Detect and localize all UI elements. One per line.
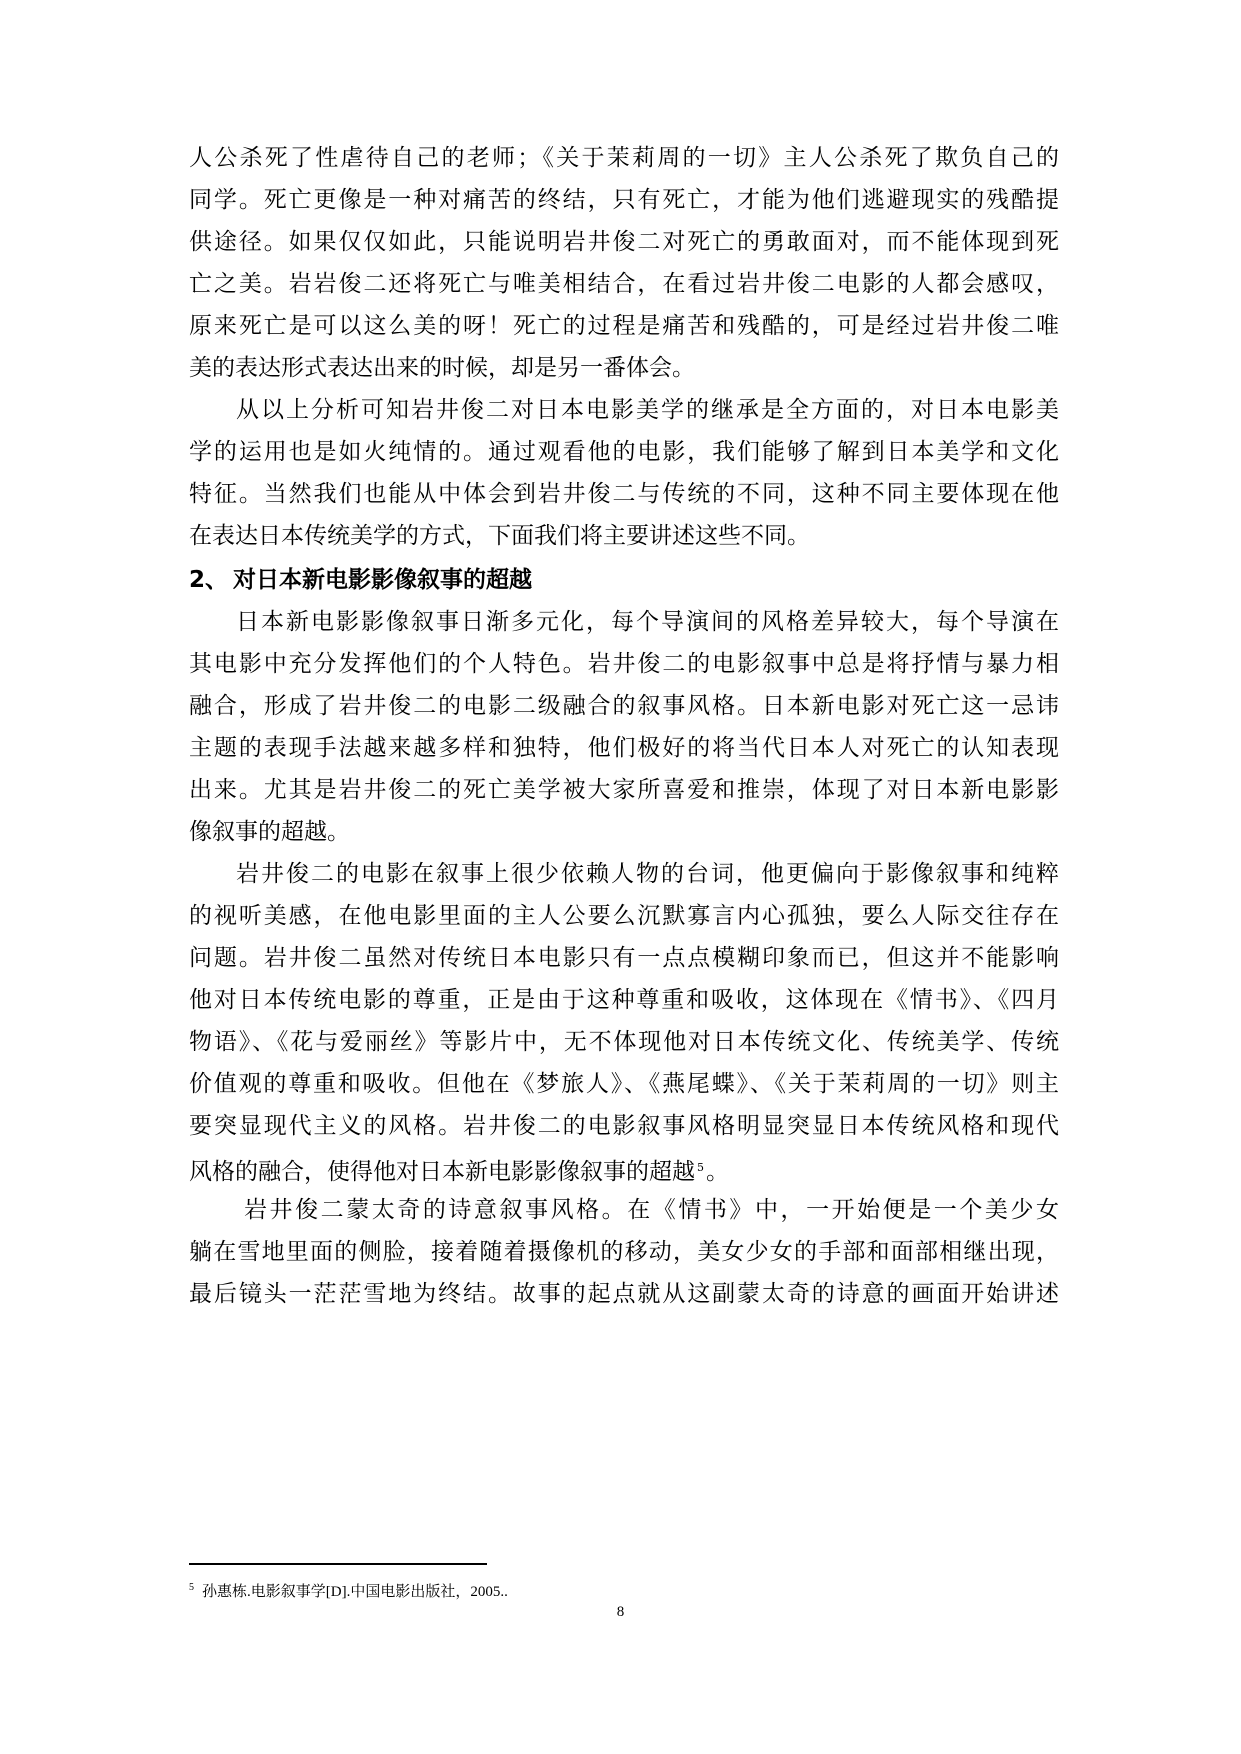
section-line: 物语》、《花与爱丽丝》等影片中，无不体现他对日本传统文化、传统美学、传统 — [189, 1029, 1059, 1055]
section-line: 的视听美感，在他电影里面的主人公要么沉默寡言内心孤独，要么人际交往存在 — [189, 903, 1059, 929]
section-line: 躺在雪地里面的侧脸，接着随着摄像机的移动，美女少女的手部和面部相继出现， — [189, 1239, 1059, 1265]
body-line: 特征。当然我们也能从中体会到岩井俊二与传统的不同，这种不同主要体现在他 — [189, 481, 1059, 507]
body-line: 原来死亡是可以这么美的呀！死亡的过程是痛苦和残酷的，可是经过岩井俊二唯 — [189, 313, 1059, 339]
section-line: 岩井俊二的电影在叙事上很少依赖人物的台词，他更偏向于影像叙事和纯粹 — [236, 861, 1059, 887]
body-line: 从以上分析可知岩井俊二对日本电影美学的继承是全方面的，对日本电影美 — [236, 397, 1059, 423]
section-line: 要突显现代主义的风格。岩井俊二的电影叙事风格明显突显日本传统风格和现代 — [189, 1113, 1059, 1139]
section-line: 像叙事的超越。 — [189, 819, 350, 845]
section-line: 问题。岩井俊二虽然对传统日本电影只有一点点模糊印象而已，但这并不能影响 — [189, 945, 1059, 971]
section-line: 日本新电影影像叙事日渐多元化，每个导演间的风格差异较大，每个导演在 — [236, 609, 1059, 635]
section-line-tail: 。 — [706, 1159, 729, 1185]
section-line: 最后镜头一茫茫雪地为终结。故事的起点就从这副蒙太奇的诗意的画面开始讲述 — [189, 1281, 1059, 1307]
page-number: 8 — [616, 1604, 625, 1620]
body-line: 美的表达形式表达出来的时候，却是另一番体会。 — [189, 355, 695, 381]
footnote-marker: 5 — [189, 1582, 194, 1593]
footnote-divider — [189, 1563, 487, 1565]
section-line: 价值观的尊重和吸收。但他在《梦旅人》、《燕尾蝶》、《关于茉莉周的一切》则主 — [189, 1071, 1059, 1097]
body-line: 在表达日本传统美学的方式，下面我们将主要讲述这些不同。 — [189, 523, 810, 549]
footnote — [189, 1578, 508, 1602]
footnote-reference[interactable]: 5 — [697, 1161, 704, 1174]
section-line — [189, 1150, 1059, 1186]
body-line: 学的运用也是如火纯情的。通过观看他的电影，我们能够了解到日本美学和文化 — [189, 439, 1059, 465]
footnote-text: 孙惠栋.电影叙事学[D].中国电影出版社，2005.. — [202, 1584, 508, 1600]
section-line-text: 风格的融合，使得他对日本新电影影像叙事的超越 — [189, 1159, 695, 1185]
section-line: 岩井俊二蒙太奇的诗意叙事风格。在《情书》中，一开始便是一个美少女 — [244, 1197, 1059, 1223]
section-line: 其电影中充分发挥他们的个人特色。岩井俊二的电影叙事中总是将抒情与暴力相 — [189, 651, 1059, 677]
section-line: 主题的表现手法越来越多样和独特，他们极好的将当代日本人对死亡的认知表现 — [189, 735, 1059, 761]
section-line: 出来。尤其是岩井俊二的死亡美学被大家所喜爱和推崇，体现了对日本新电影影 — [189, 777, 1059, 803]
section-heading-number: 2、 — [189, 567, 229, 593]
section-line: 他对日本传统电影的尊重，正是由于这种尊重和吸收，这体现在《情书》、《四月 — [189, 987, 1059, 1013]
section-line: 融合，形成了岩井俊二的电影二级融合的叙事风格。日本新电影对死亡这一忌讳 — [189, 693, 1059, 719]
body-line: 人公杀死了性虐待自己的老师；《关于茉莉周的一切》主人公杀死了欺负自己的 — [189, 145, 1059, 171]
body-line: 亡之美。岩岩俊二还将死亡与唯美相结合，在看过岩井俊二电影的人都会感叹， — [189, 271, 1059, 297]
section-heading — [189, 562, 1059, 598]
section-heading-title: 对日本新电影影像叙事的超越 — [233, 567, 532, 593]
body-line: 同学。死亡更像是一种对痛苦的终结，只有死亡，才能为他们逃避现实的残酷提 — [189, 187, 1059, 213]
body-line: 供途径。如果仅仅如此，只能说明岩井俊二对死亡的勇敢面对，而不能体现到死 — [189, 229, 1059, 255]
